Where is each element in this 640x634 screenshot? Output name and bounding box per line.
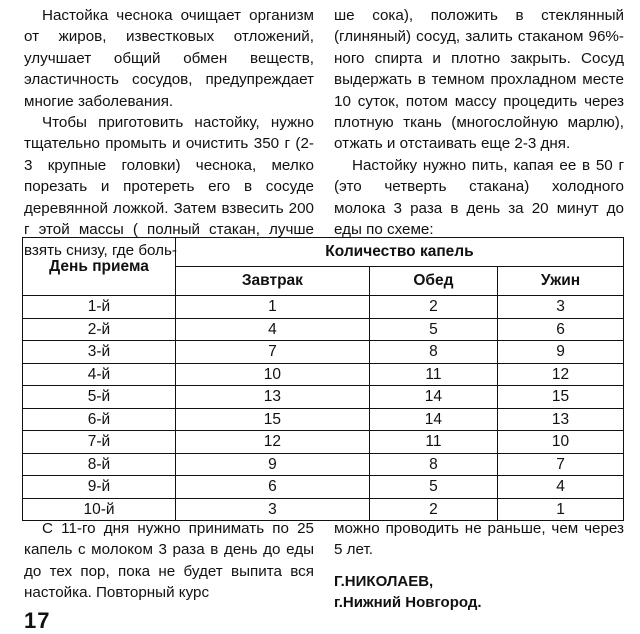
lunch-cell: 5 [369,318,497,341]
day-cell: 2-й [23,318,176,341]
breakfast-header: Завтрак [176,267,370,296]
left-column-bottom-text [24,518,314,604]
right-column-top-text [334,5,624,240]
dinner-cell: 6 [498,318,624,341]
table-row [23,296,624,319]
breakfast-cell: 15 [176,408,370,431]
dinner-cell: 9 [498,341,624,364]
breakfast-cell: 3 [176,498,370,521]
lunch-cell: 5 [369,476,497,499]
table-row [23,431,624,454]
paragraph-intro: Настойка чеснока очищает организм от жиров, известковых отложений, улучшает общий обмен веществ, эластичность сосудов, предупреждает многие заболевания. [24,7,314,110]
breakfast-cell: 13 [176,386,370,409]
day-cell: 10-й [23,498,176,521]
dinner-cell: 12 [498,363,624,386]
dinner-cell: 1 [498,498,624,521]
paragraph-dosage: Настойку нужно пить, капая ее в 50 г (это четверть стакана) холодного молока 3 раза в день за 20 минут до еды по схеме: [334,156,624,239]
table-row [23,453,624,476]
lunch-header: Обед [369,267,497,296]
dinner-cell: 13 [498,408,624,431]
day-cell: 7-й [23,431,176,454]
breakfast-cell: 9 [176,453,370,476]
breakfast-cell: 12 [176,431,370,454]
breakfast-cell: 10 [176,363,370,386]
lunch-cell: 14 [369,408,497,431]
breakfast-cell: 7 [176,341,370,364]
dinner-cell: 10 [498,431,624,454]
breakfast-cell: 1 [176,296,370,319]
dinner-cell: 7 [498,453,624,476]
table-body [23,296,624,521]
dinner-cell: 3 [498,296,624,319]
dinner-header: Ужин [498,267,624,296]
dinner-cell: 4 [498,476,624,499]
lunch-cell: 8 [369,341,497,364]
table-row [23,476,624,499]
day-cell: 9-й [23,476,176,499]
paragraph-course: С 11-го дня нужно принимать по 25 капель с молоком 3 раза в день до еды до тех пор, пока не будет выпита вся настойка. Повторный курс [24,520,314,602]
lunch-cell: 8 [369,453,497,476]
breakfast-cell: 4 [176,318,370,341]
table-row [23,341,624,364]
left-column-top-text [24,5,314,262]
dinner-cell: 15 [498,386,624,409]
author-name: Г.НИКОЛАЕВ, [334,572,434,590]
lunch-cell: 2 [369,498,497,521]
breakfast-cell: 6 [176,476,370,499]
dosage-table [22,237,624,521]
day-cell: 6-й [23,408,176,431]
lunch-cell: 11 [369,431,497,454]
day-column-header: День приема [23,238,176,296]
day-cell: 8-й [23,453,176,476]
day-cell: 4-й [23,363,176,386]
right-column-bottom-text [334,518,624,614]
lunch-cell: 14 [369,386,497,409]
paragraph-preparation: Чтобы приготовить настойку, нужно тщательно промыть и очистить 350 г (2-3 крупные головки) чеснока, мелко порезать и протереть его в сосуде деревянной ложкой. Затем взвесить 200 г этой массы ( полный стакан, лучше взять снизу, где боль- [24,114,314,260]
table-row [23,408,624,431]
lunch-cell: 2 [369,296,497,319]
paragraph-repeat: можно проводить не раньше, чем через 5 лет. [334,520,624,559]
day-cell: 5-й [23,386,176,409]
page-number: 17 [24,608,51,633]
table-row [23,386,624,409]
table-row [23,363,624,386]
day-cell: 1-й [23,296,176,319]
lunch-cell: 11 [369,363,497,386]
drops-group-header: Количество капель [176,238,624,267]
table-row [23,318,624,341]
paragraph-preparation-cont: ше сока), положить в стеклянный (глиняный) сосуд, залить стаканом 96%-ного спирта и плотно закрыть. Сосуд выдержать в темном прохладном месте 10 суток, потом массу процедить через плотную ткань (многослойную марлю), отжать и отстаивать еще 2-3 дня. [334,7,624,153]
day-cell: 3-й [23,341,176,364]
author-city: г.Нижний Новгород. [334,594,482,612]
